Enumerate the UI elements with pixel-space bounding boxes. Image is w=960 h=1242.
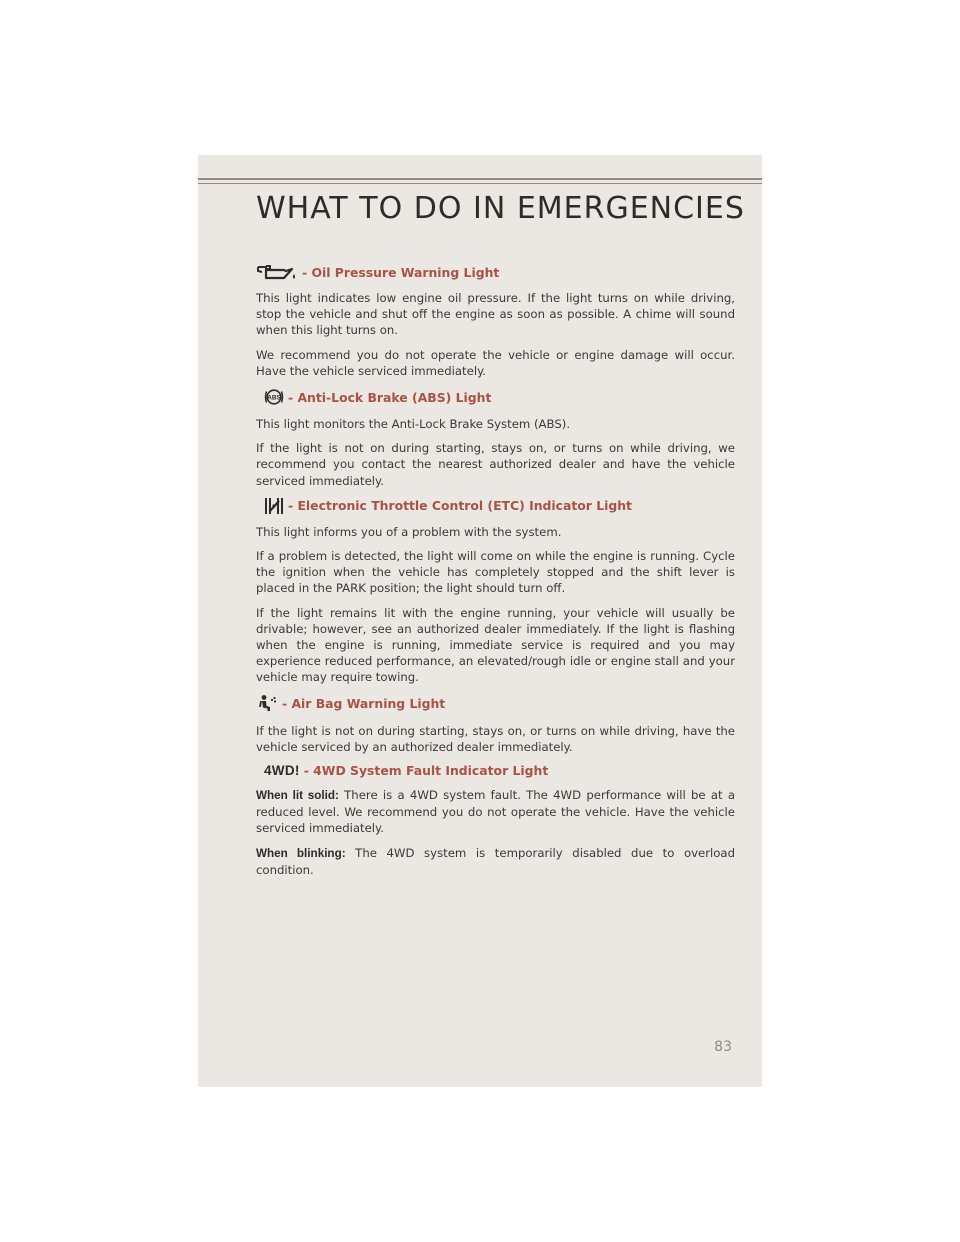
airbag-icon [258,694,278,714]
page-content [256,263,735,886]
fourwd-heading [256,763,735,778]
etc-paragraph-1: This light informs you of a problem with the system. [256,524,562,539]
abs-paragraph-1: This light monitors the Anti-Lock Brake System (ABS). [256,417,571,432]
fourwd-blink-text: The 4WD system is temporarily disabled due to overload condition. [256,845,735,877]
abs-icon [264,387,284,407]
etc-paragraph-3: If the light remains lit with the engine running, your vehicle will usually be drivable; however, see an authorized dealer immediately. If the light is flashing when the engine is running, immediate service is required and you may experience reduced performance, an elevated/rough idle or engine stall and your vehicle may require towing. [256,605,735,685]
oil-pressure-heading [256,263,735,281]
oil-paragraph-2: We recommend you do not operate the vehicle or engine damage will occur. Have the vehicle serviced immediately. [256,347,735,378]
etc-title: - Electronic Throttle Control (ETC) Indicator Light [288,498,632,514]
fourwd-blink-label: When blinking: [256,846,346,860]
fourwd-title: - 4WD System Fault Indicator Light [303,763,549,779]
oil-can-icon [256,263,298,281]
chapter-title: WHAT TO DO IN EMERGENCIES [256,191,745,226]
fourwd-solid-paragraph [256,787,735,837]
airbag-title: - Air Bag Warning Light [282,696,446,712]
abs-paragraph-2: If the light is not on during starting, stays on, or turns on while driving, we recommend you contact the nearest authorized dealer and have the vehicle serviced immediately. [256,441,735,488]
header-rule [198,178,762,180]
abs-title: - Anti-Lock Brake (ABS) Light [288,389,492,405]
etc-heading [256,497,735,515]
fourwd-badge: 4WD! [264,763,300,779]
oil-pressure-title: - Oil Pressure Warning Light [302,264,500,280]
header-rule-thin [198,183,762,184]
manual-page [198,155,762,1087]
oil-paragraph-1: This light indicates low engine oil pressure. If the light turns on while driving, stop the vehicle and shut off the engine as soon as possible. A chime will sound when this light turns on. [256,291,735,338]
airbag-paragraph-1: If the light is not on during starting, stays on, or turns on while driving, have the vehicle serviced by an authorized dealer immediately. [256,723,735,754]
fourwd-blink-paragraph [256,845,735,878]
etc-paragraph-2: If a problem is detected, the light will come on while the engine is running. Cycle the ignition when the vehicle has completely stopped and the shift lever is placed in the PARK position; the light should turn off. [256,549,735,596]
svg-text:ABS: ABS [267,394,281,402]
page-number: 83 [714,1039,732,1055]
fourwd-solid-text: There is a 4WD system fault. The 4WD performance will be at a reduced level. We recommend you do not operate the vehicle. Have the vehicle serviced immediately. [256,788,735,836]
abs-heading [256,387,735,407]
throttle-icon [264,497,284,515]
fourwd-solid-label: When lit solid: [256,789,339,803]
airbag-heading [256,694,735,714]
